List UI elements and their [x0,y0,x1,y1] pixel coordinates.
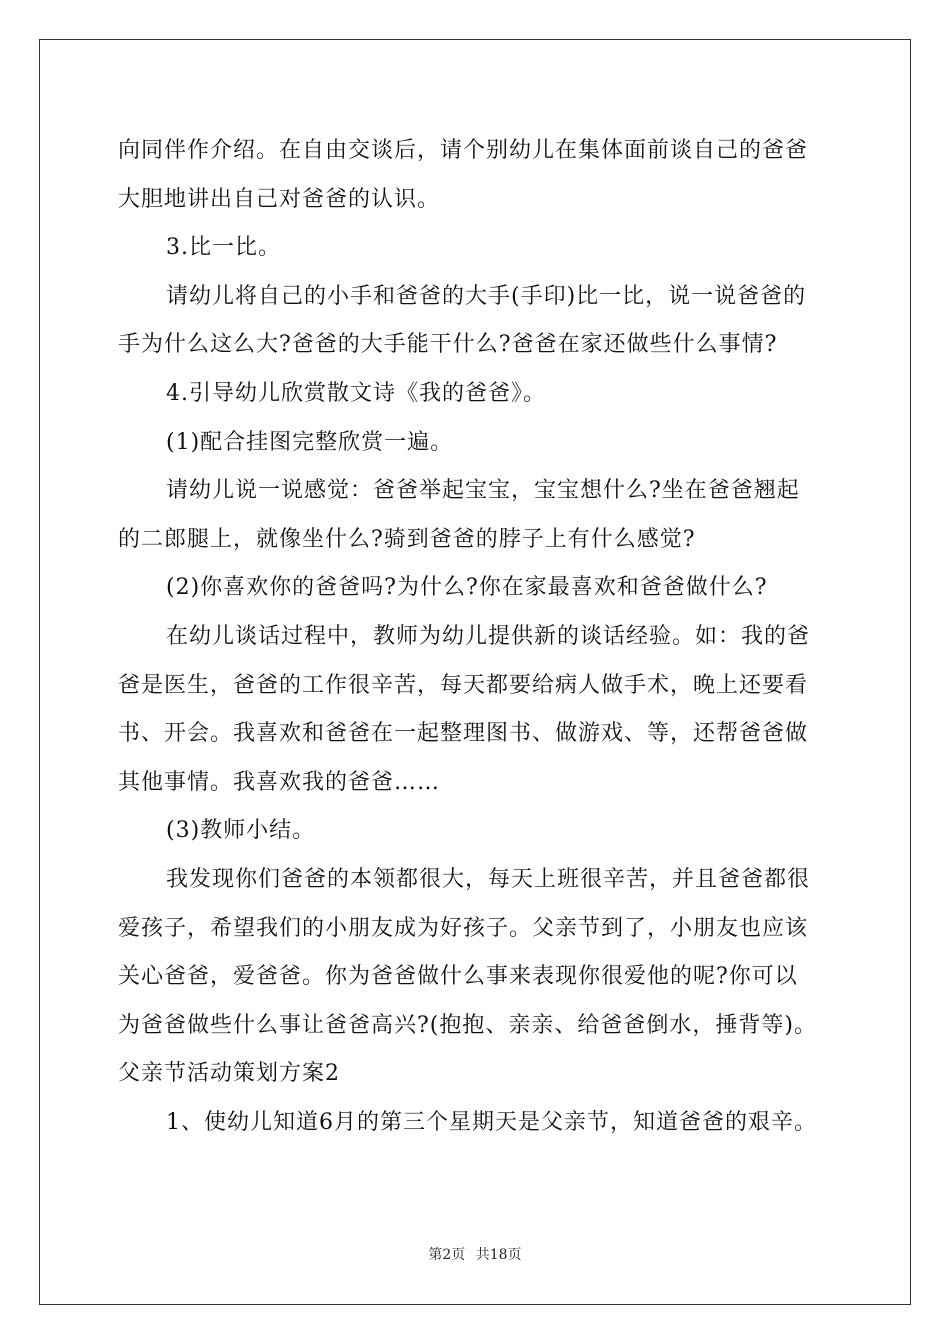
text-line: (3)教师小结。 [166,818,316,844]
text-line: (2)你喜欢你的爸爸吗?为什么?你在家最喜欢和爸爸做什么? [166,575,768,601]
text-line: 手为什么这么大?爸爸的大手能干什么?爸爸在家还做些什么事情? [118,332,778,358]
page-number: 第2页 [428,1247,466,1263]
text-line: 关心爸爸，爱爸爸。你为爸爸做什么事来表现你很爱他的呢?你可以 [118,964,798,990]
text-line: 爸是医生，爸爸的工作很辛苦，每天都要给病人做手术，晚上还要看 [118,672,809,698]
text-line: 书、开会。我喜欢和爸爸在一起整理图书、做游戏、等，还帮爸爸做 [118,721,809,747]
text-line: 请幼儿说一说感觉：爸爸举起宝宝，宝宝想什么?坐在爸爸翘起 [166,478,800,504]
text-line: 4.引导幼儿欣赏散文诗《我的爸爸》。 [166,380,546,406]
page-footer [0,1244,950,1264]
page-total: 共18页 [475,1247,522,1263]
text-line: 大胆地讲出自己对爸爸的认识。 [118,186,441,212]
text-line: 我发现你们爸爸的本领都很大，每天上班很辛苦，并且爸爸都很 [166,866,811,892]
section-heading: 父亲节活动策划方案2 [118,1061,340,1087]
document-body [118,127,834,1147]
text-line: 3.比一比。 [166,235,281,261]
text-line: 其他事情。我喜欢我的爸爸…… [118,769,441,795]
text-line: (1)配合挂图完整欣赏一遍。 [166,429,454,455]
text-line: 的二郎腿上，就像坐什么?骑到爸爸的脖子上有什么感觉? [118,526,696,552]
text-line: 爱孩子，希望我们的小朋友成为好孩子。父亲节到了，小朋友也应该 [118,915,809,941]
text-line: 请幼儿将自己的小手和爸爸的大手(手印)比一比，说一说爸爸的 [166,283,807,309]
text-line: 为爸爸做些什么事让爸爸高兴?(抱抱、亲亲、给爸爸倒水，捶背等)。 [118,1012,817,1038]
text-line: 向同伴作介绍。在自由交谈后，请个别幼儿在集体面前谈自己的爸爸 [118,138,809,163]
text-line: 1、使幼儿知道6月的第三个星期天是父亲节，知道爸爸的艰辛。 [166,1109,817,1135]
text-line: 在幼儿谈话过程中，教师为幼儿提供新的谈话经验。如：我的爸 [166,623,811,649]
